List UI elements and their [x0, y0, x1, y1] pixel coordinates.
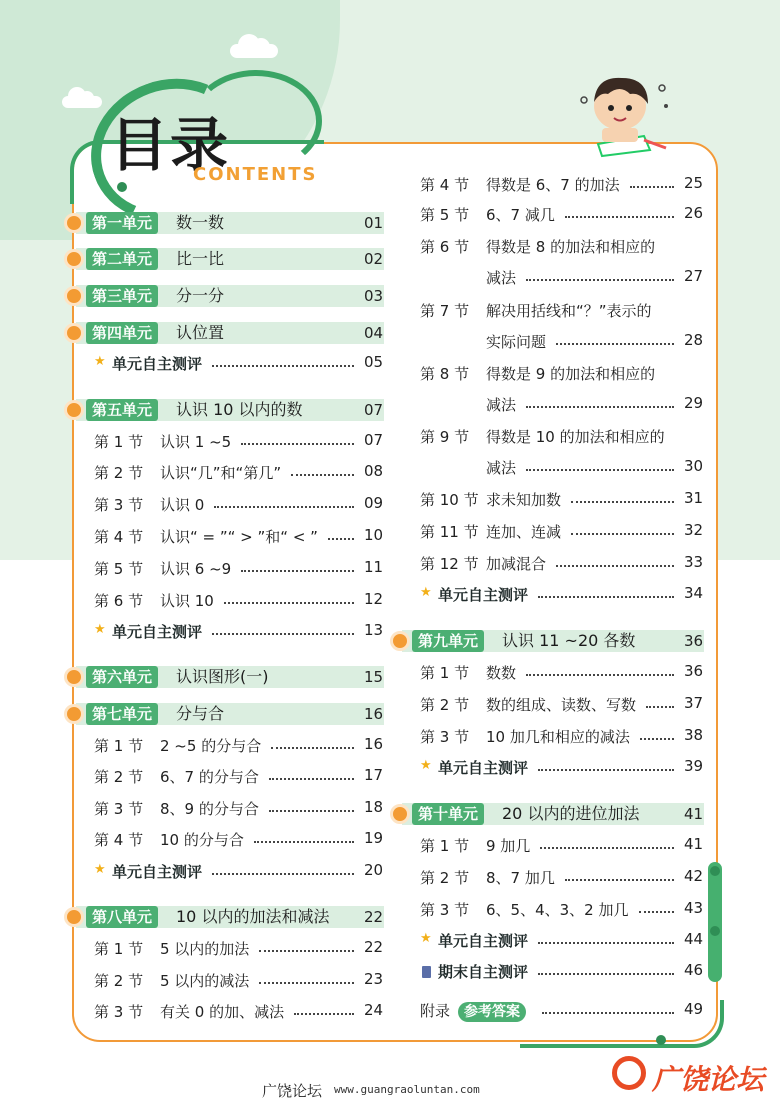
- page-number: 16: [364, 705, 384, 723]
- dot-leader: [241, 570, 354, 572]
- page-number: 37: [684, 694, 704, 712]
- page-number: 28: [684, 331, 704, 349]
- unit-tag[interactable]: 第八单元: [86, 906, 158, 928]
- section-title[interactable]: 8、9 的分与合: [160, 800, 259, 818]
- section-number: 第 1 节: [420, 837, 470, 855]
- page-number: 34: [684, 584, 704, 602]
- page-number: 32: [684, 521, 704, 539]
- section-number: 第 9 节: [420, 428, 470, 446]
- star-icon: ★: [94, 862, 106, 877]
- star-icon: ★: [420, 758, 432, 773]
- dot-leader: [540, 847, 674, 849]
- page-number: 23: [364, 970, 384, 988]
- page-number: 36: [684, 632, 704, 650]
- section-number: 第 6 节: [94, 592, 144, 610]
- dot-leader: [526, 469, 674, 471]
- logo-icon: [612, 1056, 646, 1090]
- page-number: 04: [364, 324, 384, 342]
- page-number: 30: [684, 457, 704, 475]
- unit-tag[interactable]: 第六单元: [86, 666, 158, 688]
- section-title[interactable]: 2 ~5 的分与合: [160, 737, 262, 755]
- dot-leader: [640, 738, 674, 740]
- section-title[interactable]: 认识 1 ~5: [160, 433, 232, 451]
- page-number: 43: [684, 899, 704, 917]
- page-number: 10: [364, 526, 384, 544]
- page-number: 29: [684, 394, 704, 412]
- unit-assessment[interactable]: 单元自主测评: [112, 355, 203, 373]
- section-title[interactable]: 求未知加数: [486, 491, 562, 509]
- page-number: 41: [684, 805, 704, 823]
- unit-tag[interactable]: 第九单元: [412, 630, 484, 652]
- dot-leader: [212, 365, 354, 367]
- section-number: 第 2 节: [94, 768, 144, 786]
- page-number: 39: [684, 757, 704, 775]
- dot-leader: [526, 406, 674, 408]
- page-number: 01: [364, 214, 384, 232]
- book-icon: [422, 966, 431, 978]
- unit-assessment[interactable]: 单元自主测评: [112, 623, 203, 641]
- page-number: 22: [364, 908, 384, 926]
- unit-assessment[interactable]: 单元自主测评: [438, 759, 529, 777]
- unit-assessment[interactable]: 单元自主测评: [438, 586, 529, 604]
- unit-bullet-icon: [64, 286, 84, 306]
- section-title[interactable]: 减法: [486, 269, 517, 287]
- section-number: 第 5 节: [94, 560, 144, 578]
- page-number: 07: [364, 431, 384, 449]
- page-title: 目录: [110, 111, 231, 179]
- page-number: 17: [364, 766, 384, 784]
- star-icon: ★: [94, 622, 106, 637]
- unit-assessment[interactable]: 单元自主测评: [438, 932, 529, 950]
- section-number: 第 4 节: [420, 176, 470, 194]
- section-number: 第 10 节: [420, 491, 479, 509]
- dot-leader: [214, 506, 354, 508]
- logo-text: 广饶论坛: [652, 1063, 765, 1096]
- section-title[interactable]: 加减混合: [486, 555, 547, 573]
- section-title[interactable]: 解决用括线和“？”表示的: [486, 302, 652, 320]
- page-number: 02: [364, 250, 384, 268]
- page-number: 11: [364, 558, 384, 576]
- page-number: 20: [364, 861, 384, 879]
- section-title[interactable]: 数数: [486, 664, 517, 682]
- section-number: 第 3 节: [420, 728, 470, 746]
- unit-tag[interactable]: 第七单元: [86, 703, 158, 725]
- section-number: 第 8 节: [420, 365, 470, 383]
- cloud-icon: [62, 96, 102, 108]
- section-number: 第 1 节: [420, 664, 470, 682]
- section-number: 第 7 节: [420, 302, 470, 320]
- unit-tag[interactable]: 第二单元: [86, 248, 158, 270]
- answer-key-tag[interactable]: 参考答案: [458, 1002, 526, 1022]
- page-number: 16: [364, 735, 384, 753]
- dot-leader: [259, 950, 354, 952]
- page-number: 22: [364, 938, 384, 956]
- appendix-label: 附录: [420, 1002, 451, 1020]
- decorative-dot: [710, 926, 720, 936]
- section-title[interactable]: 认识“几”和“第几”: [160, 464, 282, 482]
- boy-reading-icon: [574, 66, 672, 162]
- page-number: 09: [364, 494, 384, 512]
- section-title[interactable]: 认识 6 ~9: [160, 560, 232, 578]
- section-number: 第 11 节: [420, 523, 479, 541]
- page-subtitle: CONTENTS: [193, 164, 318, 185]
- page-number: 24: [364, 1001, 384, 1019]
- unit-tag[interactable]: 第十单元: [412, 803, 484, 825]
- page-number: 13: [364, 621, 384, 639]
- section-title[interactable]: 6、7 的分与合: [160, 768, 259, 786]
- section-title[interactable]: 6、5、4、3、2 加几: [486, 901, 629, 919]
- dot-leader: [639, 911, 675, 913]
- section-title[interactable]: 数的组成、读数、写数: [486, 696, 637, 714]
- section-number: 第 4 节: [94, 528, 144, 546]
- unit-title[interactable]: 比一比: [176, 249, 225, 268]
- section-title[interactable]: 得数是 10 的加法和相应的: [486, 428, 665, 446]
- unit-bullet-icon: [390, 804, 410, 824]
- page-number: 26: [684, 204, 704, 222]
- decorative-dot: [656, 1035, 666, 1045]
- page-number: 36: [684, 662, 704, 680]
- dot-leader: [538, 769, 674, 771]
- star-icon: ★: [420, 931, 432, 946]
- star-icon: ★: [94, 354, 106, 369]
- unit-bullet-icon: [64, 213, 84, 233]
- footer-text: 广饶论坛: [262, 1082, 323, 1100]
- section-title[interactable]: 5 以内的加法: [160, 940, 250, 958]
- section-number: 第 3 节: [420, 901, 470, 919]
- dot-leader: [328, 538, 354, 540]
- final-assessment[interactable]: 期末自主测评: [438, 963, 529, 981]
- page-number: 33: [684, 553, 704, 571]
- page-number: 46: [684, 961, 704, 979]
- page-number: 18: [364, 798, 384, 816]
- decorative-bar: [708, 862, 722, 982]
- dot-leader: [294, 1013, 354, 1015]
- section-title[interactable]: 有关 0 的加、减法: [160, 1003, 285, 1021]
- unit-title[interactable]: 认识图形(一): [176, 667, 269, 686]
- dot-leader: [542, 1012, 674, 1014]
- dot-leader: [254, 841, 354, 843]
- dot-leader: [646, 706, 674, 708]
- page-number: 41: [684, 835, 704, 853]
- unit-bullet-icon: [64, 249, 84, 269]
- section-title[interactable]: 认识 0: [160, 496, 205, 514]
- unit-title[interactable]: 10 以内的加法和减法: [176, 907, 330, 926]
- section-title[interactable]: 5 以内的减法: [160, 972, 250, 990]
- unit-title[interactable]: 数一数: [176, 213, 225, 232]
- unit-tag[interactable]: 第四单元: [86, 322, 158, 344]
- section-number: 第 2 节: [420, 696, 470, 714]
- section-title[interactable]: 认识“ = ”“ > ”和“ < ”: [160, 528, 318, 546]
- section-title[interactable]: 连加、连减: [486, 523, 562, 541]
- section-number: 第 1 节: [94, 433, 144, 451]
- section-title[interactable]: 6、7 减几: [486, 206, 555, 224]
- unit-assessment[interactable]: 单元自主测评: [112, 863, 203, 881]
- unit-tag[interactable]: 第三单元: [86, 285, 158, 307]
- page-number: 07: [364, 401, 384, 419]
- unit-tag[interactable]: 第五单元: [86, 399, 158, 421]
- dot-leader: [556, 343, 674, 345]
- section-number: 第 12 节: [420, 555, 479, 573]
- section-number: 第 4 节: [94, 831, 144, 849]
- section-title[interactable]: 8、7 加几: [486, 869, 555, 887]
- section-title[interactable]: 10 的分与合: [160, 831, 244, 849]
- cloud-icon: [230, 44, 278, 58]
- unit-bullet-icon: [64, 667, 84, 687]
- unit-title[interactable]: 分一分: [176, 286, 225, 305]
- page-number: 08: [364, 462, 384, 480]
- section-number: 第 2 节: [94, 972, 144, 990]
- page-number: 03: [364, 287, 384, 305]
- decorative-dot: [710, 866, 720, 876]
- page-number: 49: [684, 1000, 704, 1018]
- section-number: 第 2 节: [94, 464, 144, 482]
- dot-leader: [538, 973, 674, 975]
- dot-leader: [526, 674, 674, 676]
- dot-leader: [259, 982, 354, 984]
- dot-leader: [291, 474, 354, 476]
- dot-leader: [630, 186, 674, 188]
- unit-bullet-icon: [64, 323, 84, 343]
- page-number: 12: [364, 590, 384, 608]
- dot-leader: [565, 879, 674, 881]
- dot-leader: [224, 602, 354, 604]
- star-icon: ★: [420, 585, 432, 600]
- footer-url[interactable]: www.guangraoluntan.com: [334, 1083, 480, 1096]
- page-number: 05: [364, 353, 384, 371]
- page-number: 31: [684, 489, 704, 507]
- dot-leader: [269, 810, 354, 812]
- page-number: 15: [364, 668, 384, 686]
- section-number: 第 1 节: [94, 940, 144, 958]
- unit-title[interactable]: 认识 11 ~20 各数: [502, 631, 636, 650]
- section-title[interactable]: 得数是 9 的加法和相应的: [486, 365, 656, 383]
- section-title[interactable]: 得数是 6、7 的加法: [486, 176, 620, 194]
- dot-leader: [571, 533, 674, 535]
- section-title[interactable]: 9 加几: [486, 837, 531, 855]
- dot-leader: [269, 778, 354, 780]
- section-title[interactable]: 减法: [486, 396, 517, 414]
- unit-tag[interactable]: 第一单元: [86, 212, 158, 234]
- dot-leader: [538, 942, 674, 944]
- page-number: 25: [684, 174, 704, 192]
- section-title[interactable]: 10 加几和相应的减法: [486, 728, 630, 746]
- dot-leader: [526, 279, 674, 281]
- page-number: 27: [684, 267, 704, 285]
- section-number: 第 3 节: [94, 800, 144, 818]
- section-number: 第 1 节: [94, 737, 144, 755]
- unit-title[interactable]: 认位置: [176, 323, 225, 342]
- dot-leader: [571, 501, 674, 503]
- unit-title[interactable]: 20 以内的进位加法: [502, 804, 640, 823]
- unit-bullet-icon: [64, 704, 84, 724]
- section-title[interactable]: 实际问题: [486, 333, 547, 351]
- dot-leader: [212, 633, 354, 635]
- page-number: 19: [364, 829, 384, 847]
- section-number: 第 3 节: [94, 1003, 144, 1021]
- section-number: 第 3 节: [94, 496, 144, 514]
- dot-leader: [271, 747, 354, 749]
- dot-leader: [212, 873, 354, 875]
- unit-bullet-icon: [390, 631, 410, 651]
- unit-bullet-icon: [64, 400, 84, 420]
- section-number: 第 6 节: [420, 238, 470, 256]
- page-number: 44: [684, 930, 704, 948]
- dot-leader: [556, 565, 674, 567]
- page-number: 42: [684, 867, 704, 885]
- section-number: 第 2 节: [420, 869, 470, 887]
- unit-title[interactable]: 认识 10 以内的数: [176, 400, 303, 419]
- page-number: 38: [684, 726, 704, 744]
- section-title[interactable]: 认识 10: [160, 592, 214, 610]
- dot-leader: [538, 596, 674, 598]
- section-title[interactable]: 减法: [486, 459, 517, 477]
- dot-leader: [241, 443, 354, 445]
- section-number: 第 5 节: [420, 206, 470, 224]
- unit-bullet-icon: [64, 907, 84, 927]
- section-title[interactable]: 得数是 8 的加法和相应的: [486, 238, 656, 256]
- dot-leader: [565, 216, 674, 218]
- unit-title[interactable]: 分与合: [176, 704, 225, 723]
